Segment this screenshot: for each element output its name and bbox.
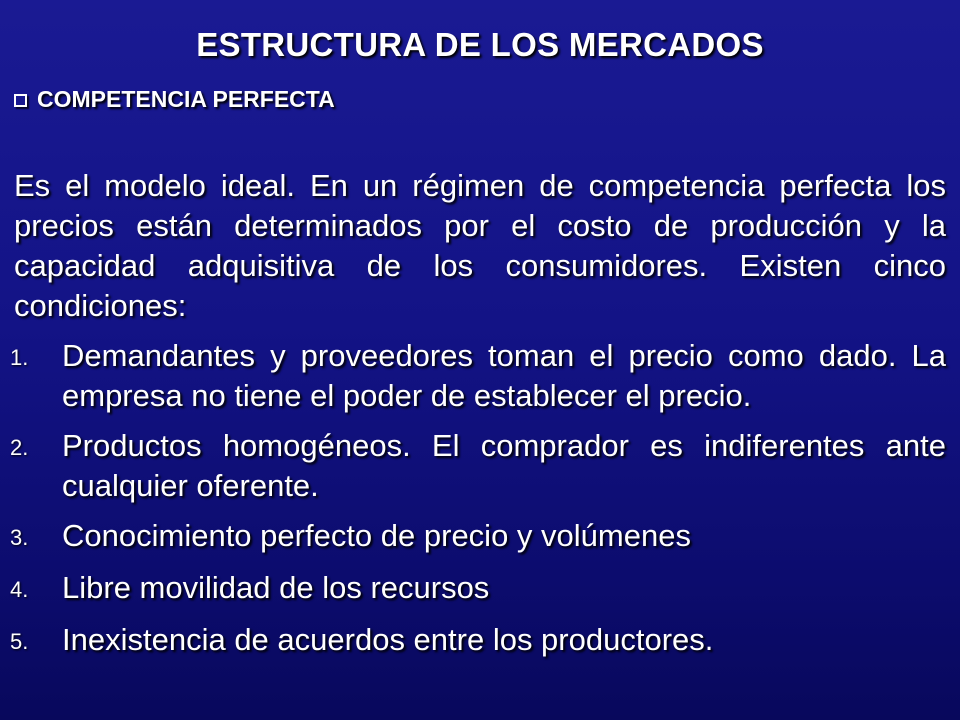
list-item-number: 3. <box>10 525 29 550</box>
conditions-list <box>10 336 946 672</box>
list-item-text: Demandantes y proveedores toman el precio como dado. La empresa no tiene el poder de establecer el precio. <box>62 338 946 413</box>
list-item <box>10 620 946 662</box>
list-item-number: 2. <box>10 435 29 460</box>
list-item-text: Productos homogéneos. El comprador es indiferentes ante cualquier oferente. <box>62 428 946 503</box>
list-item-number: 4. <box>10 577 29 602</box>
subtitle-row <box>14 86 335 113</box>
list-item <box>10 426 946 506</box>
hollow-square-bullet-icon <box>14 94 27 107</box>
list-item <box>10 568 946 610</box>
list-item-text: Libre movilidad de los recursos <box>62 570 490 605</box>
list-item-text: Conocimiento perfecto de precio y volúmenes <box>62 518 691 553</box>
slide-subtitle: COMPETENCIA PERFECTA <box>37 86 335 112</box>
list-item-text: Inexistencia de acuerdos entre los productores. <box>62 622 714 657</box>
list-item <box>10 516 946 558</box>
list-item-number: 5. <box>10 629 29 654</box>
slide-title: ESTRUCTURA DE LOS MERCADOS <box>196 26 764 63</box>
intro-paragraph: Es el modelo ideal. En un régimen de competencia perfecta los precios están determinados por el costo de producción y la capacidad adquisitiva de los consumidores. Existen cinco condiciones: <box>14 168 946 323</box>
list-item-number: 1. <box>10 345 29 370</box>
list-item <box>10 336 946 416</box>
